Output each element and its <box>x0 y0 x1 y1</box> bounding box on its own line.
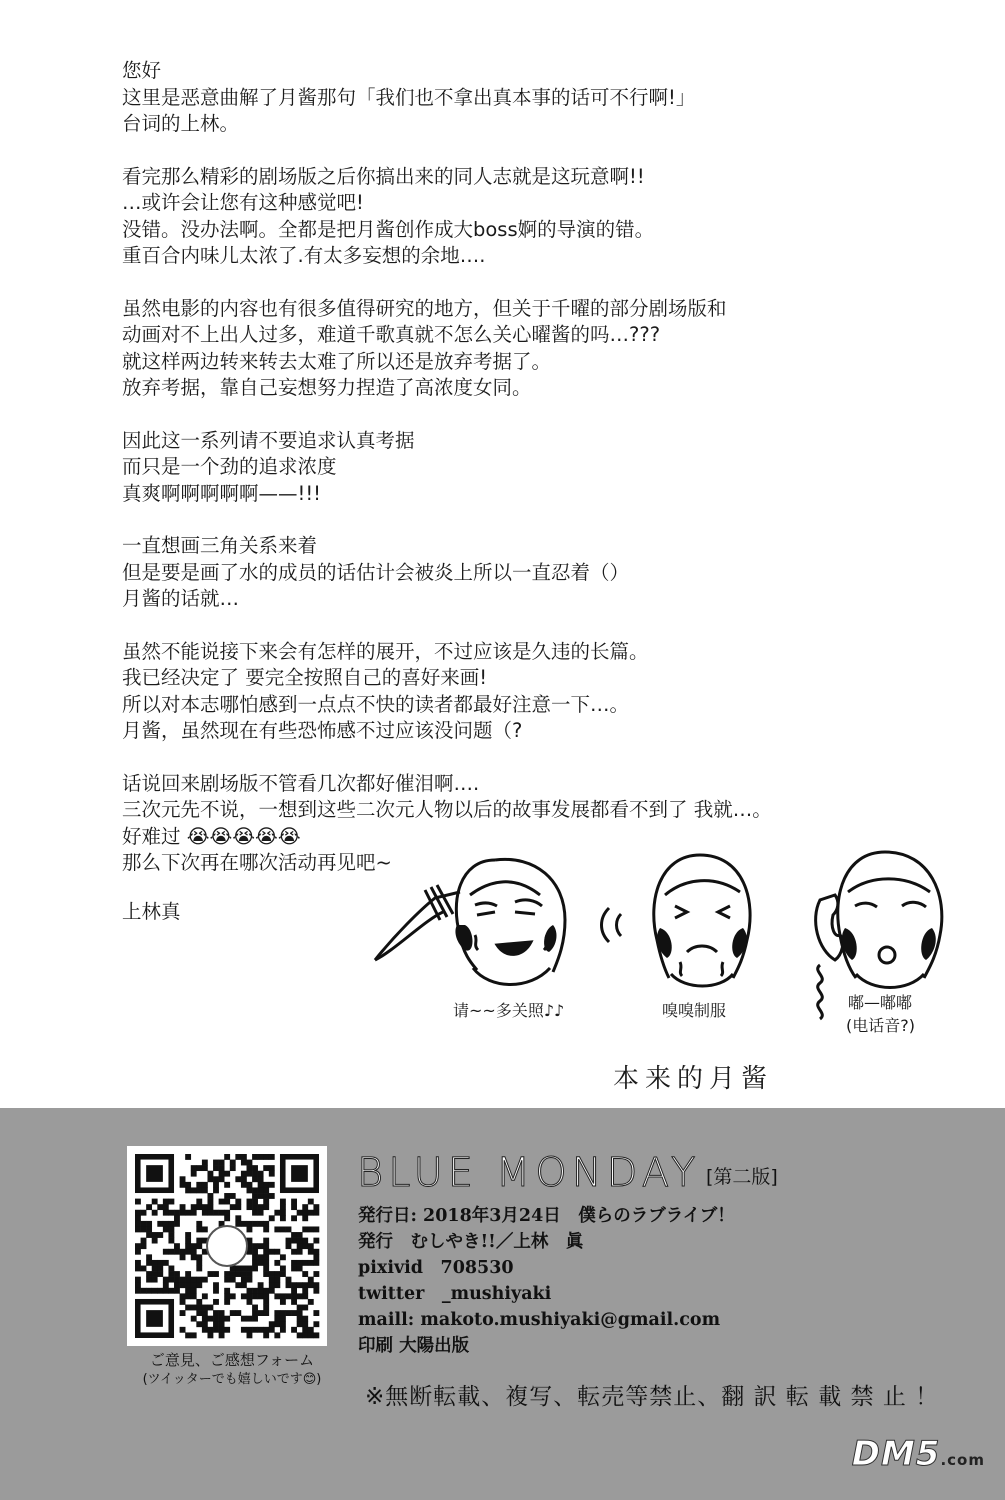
letter-line: 一直想画三角关系来着 <box>122 534 318 557</box>
letter-paragraph <box>122 771 962 851</box>
letter-line: 您好 <box>122 59 162 82</box>
letter-line: 台词的上林。 <box>122 112 240 135</box>
info-row-date: 発行日: 2018年3月24日 僕らのラブライブ！ <box>358 1206 735 1226</box>
watermark-text: DM5 <box>851 1434 941 1474</box>
letter-line: 三次元先不说，一想到这些二次元人物以后的故事发展都看不到了 我就…。 <box>122 798 772 821</box>
caption-sniff: 嗅嗅制服 <box>662 1001 727 1020</box>
letter-line: 但是要是画了水的成员的话估计会被炎上所以一直忍着（） <box>122 560 630 584</box>
qr-code[interactable] <box>127 1146 327 1346</box>
letter-line: …或许会让您有这种感觉吧! <box>122 191 364 214</box>
letter-line: 所以对本志哪怕感到一点点不快的读者都最好注意一下…。 <box>122 692 630 716</box>
info-row-publisher: 発行 むしやき!!／上林 眞 <box>358 1232 584 1252</box>
letter-line: 而只是一个劲的追求浓度 <box>122 455 337 478</box>
caption-greeting: 请~~多关照♪♪ <box>453 1001 565 1020</box>
afterword-text <box>122 58 962 876</box>
site-watermark <box>852 1434 985 1474</box>
letter-line: 这里是恶意曲解了月酱那句「我们也不拿出真本事的话可不行啊!」 <box>122 85 696 109</box>
qr-caption-line-2: (ツイッターでも嬉しいです😊) <box>142 1372 322 1387</box>
publication-info <box>358 1203 735 1359</box>
letter-line: 就这样两边转来转去太难了所以还是放弃考据了。 <box>122 349 552 373</box>
letter-line: 好难过 😭😭😭😭😭 <box>122 824 301 848</box>
sniffing-face-drawing <box>625 840 775 1010</box>
letter-line: 话说回来剧场版不管看几次都好催泪啊…. <box>122 771 480 795</box>
info-row-printer: 印刷 大陽出版 <box>358 1336 470 1356</box>
info-row-pixiv: pixivid 708530 <box>358 1258 514 1278</box>
farewell-line: 那么下次再在哪次活动再见吧~ <box>122 851 392 874</box>
qr-caption <box>117 1351 347 1389</box>
letter-line: 重百合内味儿太浓了.有太多妄想的余地…. <box>122 244 486 267</box>
letter-line: 放弃考据，靠自己妄想努力捏造了高浓度女同。 <box>122 376 532 399</box>
letter-line: 月酱，虽然现在有些恐怖感不过应该没问题（? <box>122 719 523 742</box>
caption-phone-sub: (电话音?) <box>846 1016 915 1035</box>
letter-line: 真爽啊啊啊啊啊——!!! <box>122 481 321 505</box>
copyright-notice: ※無断転載、複写、転売等禁止、翻 訳 転 載 禁 止 ！ <box>365 1384 940 1410</box>
letter-line: 虽然电影的内容也有很多值得研究的地方，但关于千曜的部分剧场版和 <box>122 296 727 320</box>
letter-line: 我已经决定了 要完全按照自己的喜好来画! <box>122 666 488 689</box>
letter-paragraph <box>122 164 962 270</box>
illustration-title: 本来的月酱 <box>613 1064 774 1094</box>
letter-line: 看完那么精彩的剧场版之后你搞出来的同人志就是这玩意啊!! <box>122 164 645 188</box>
qr-code-graphic <box>127 1146 327 1346</box>
letter-line: 动画对不上出人过多，难道千歌真就不怎么关心曜酱的吗…??? <box>122 323 661 346</box>
letter-paragraph <box>122 58 962 138</box>
letter-paragraph <box>122 533 962 613</box>
info-row-mail: maill: makoto.mushiyaki@gmail.com <box>358 1310 721 1330</box>
colophon-panel <box>0 1108 1005 1500</box>
caption-phone: 嘟—嘟嘟 <box>848 993 913 1012</box>
edition-label: [第二版] <box>706 1166 778 1188</box>
saluting-face-drawing <box>365 840 595 1010</box>
signature: 上林真 <box>122 900 181 923</box>
letter-paragraph <box>122 296 962 402</box>
letter-paragraph <box>122 639 962 745</box>
letter-line: 没错。没办法啊。全都是把月酱创作成大boss婀的导演的错。 <box>122 217 655 241</box>
book-title: BLUE MONDAY <box>357 1150 701 1196</box>
letter-line: 月酱的话就… <box>122 587 240 610</box>
letter-line: 虽然不能说接下来会有怎样的展开，不过应该是久违的长篇。 <box>122 639 649 663</box>
watermark-suffix: .com <box>940 1451 985 1469</box>
letter-line: 因此这一系列请不要追求认真考据 <box>122 428 415 452</box>
letter-paragraph <box>122 428 962 508</box>
illustration-faces <box>365 840 965 1070</box>
qr-caption-line-1: ご意見、ご感想フォーム <box>149 1351 315 1369</box>
info-row-twitter: twitter _mushiyaki <box>358 1284 552 1304</box>
